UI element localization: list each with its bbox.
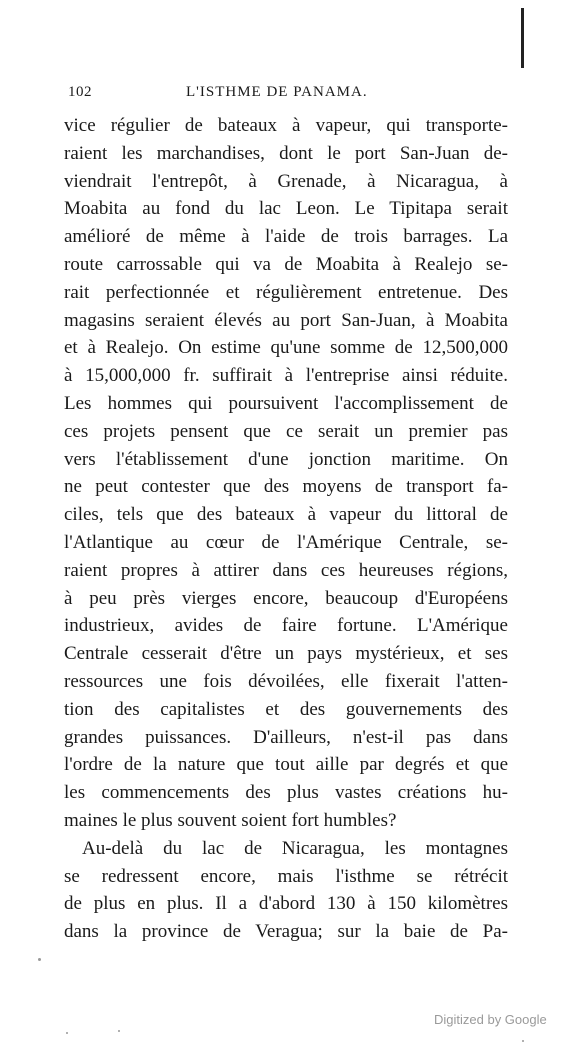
text-line: ciles, tels que des bateaux à vapeur du littoral de	[64, 504, 508, 526]
text-line: vice régulier de bateaux à vapeur, qui transporte-	[64, 115, 508, 136]
text-line: à 15,000,000 fr. suffirait à l'entreprise ainsi réduite.	[64, 365, 508, 387]
text-line: à peu près vierges encore, beaucoup d'Européens	[64, 587, 508, 609]
text-line: Les hommes qui poursuivent l'accomplissement de	[64, 392, 508, 414]
text-line: viendrait l'entrepôt, à Grenade, à Nicaragua, à	[64, 170, 508, 192]
text-line: grandes puissances. D'ailleurs, n'est-il pas dans	[64, 726, 508, 748]
text-line: Centrale cesserait d'être un pays mystérieux, et ses	[64, 643, 508, 665]
text-line: l'ordre de la nature que tout aille par degrés et que	[64, 754, 508, 776]
text-line: tion des capitalistes et des gouvernements des	[64, 698, 508, 720]
text-line: Au-delà du lac de Nicaragua, les montagnes	[82, 837, 508, 859]
page-number: 102	[68, 84, 92, 100]
page-edge-mark	[521, 8, 524, 68]
text-line: Moabita au fond du lac Leon. Le Tipitapa serait	[64, 198, 508, 220]
text-line: se redressent encore, mais l'isthme se rétrécit	[64, 865, 508, 887]
text-line: route carrossable qui va de Moabita à Realejo se-	[64, 253, 508, 275]
text-line: amélioré de même à l'aide de trois barrages. La	[64, 226, 508, 248]
text-line: vers l'établissement d'une jonction maritime. On	[64, 448, 508, 470]
scan-speck	[38, 958, 41, 961]
text-line: magasins seraient élevés au port San-Juan, à Moabita	[64, 309, 508, 331]
scan-speck	[118, 1030, 120, 1032]
text-line: l'Atlantique au cœur de l'Amérique Centrale, se-	[64, 531, 508, 553]
text-line: rait perfectionnée et régulièrement entretenue. Des	[64, 281, 508, 303]
scan-speck	[66, 1032, 68, 1034]
text-line: maines le plus souvent soient fort humbles?	[64, 809, 397, 831]
text-line: les commencements des plus vastes créations hu-	[64, 782, 508, 804]
text-line: ne peut contester que des moyens de transport fa-	[64, 476, 508, 498]
text-line: raient les marchandises, dont le port San-Juan de-	[64, 142, 508, 164]
text-line: industrieux, avides de faire fortune. L'Amérique	[64, 615, 508, 637]
text-line: raient propres à attirer dans ces heureuses régions,	[64, 559, 508, 581]
running-header	[68, 84, 508, 106]
body-text	[64, 112, 508, 946]
text-line: dans la province de Veragua; sur la baie de Pa-	[64, 921, 508, 943]
text-line: ces projets pensent que ce serait un premier pas	[64, 420, 508, 442]
scan-speck	[522, 1040, 524, 1042]
running-title: L'ISTHME DE PANAMA.	[186, 84, 368, 100]
text-line: de plus en plus. Il a d'abord 130 à 150 kilomètres	[64, 893, 508, 915]
text-line: et à Realejo. On estime qu'une somme de 12,500,000	[64, 337, 508, 359]
digitization-watermark: Digitized by Google	[434, 1012, 547, 1027]
text-line: ressources une fois dévoilées, elle fixerait l'atten-	[64, 670, 508, 692]
